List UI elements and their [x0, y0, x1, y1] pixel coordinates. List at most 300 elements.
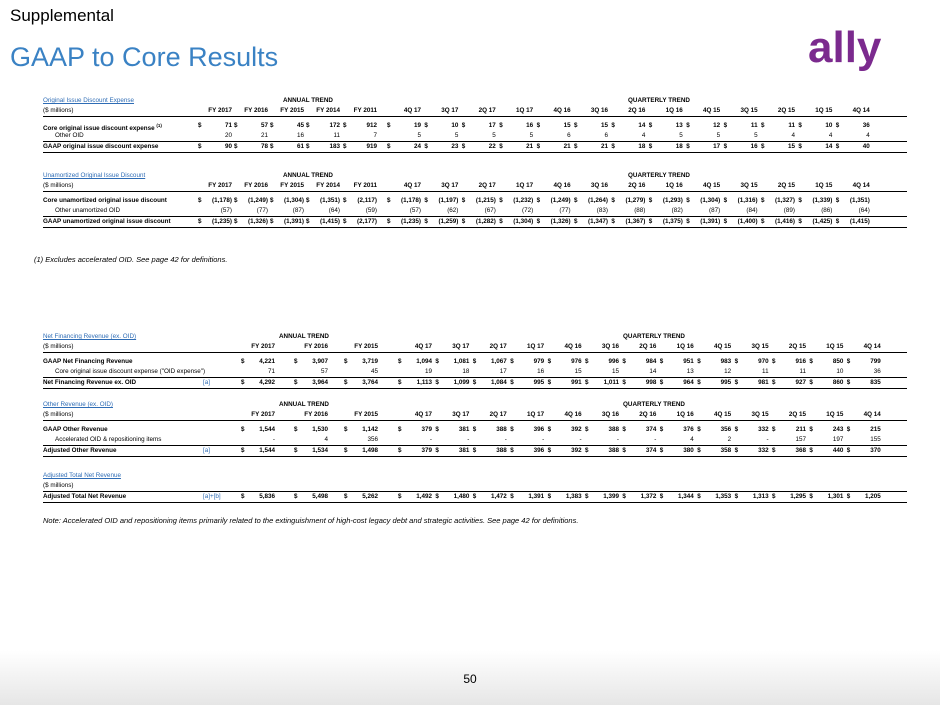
- column-header-row: [43, 410, 907, 421]
- value-cell: 15: [611, 368, 619, 375]
- column-header: FY 2017: [208, 107, 232, 114]
- table-row: [43, 357, 907, 367]
- dollar-sign: $: [435, 358, 439, 365]
- value-cell: 13: [675, 122, 683, 129]
- value-cell: (1,391): [284, 218, 304, 225]
- column-header: FY 2015: [280, 107, 304, 114]
- dollar-sign: $: [294, 379, 298, 386]
- value-cell: 15: [574, 368, 582, 375]
- dollar-sign: $: [723, 197, 728, 204]
- column-header: FY 2016: [304, 343, 328, 350]
- value-cell: 1,498: [362, 447, 378, 454]
- dollar-sign: $: [697, 493, 701, 500]
- dollar-sign: $: [294, 426, 298, 433]
- value-cell: 381: [458, 426, 470, 433]
- value-cell: 1,344: [678, 493, 694, 500]
- value-cell: (59): [365, 207, 377, 214]
- dollar-sign: $: [798, 197, 802, 204]
- value-cell: 996: [608, 358, 619, 365]
- dollar-sign: $: [622, 358, 626, 365]
- dollar-sign: $: [398, 379, 402, 386]
- units-label: ($ millions): [43, 482, 74, 489]
- column-header: 4Q 17: [414, 411, 432, 418]
- value-cell: (1,215): [475, 197, 496, 204]
- value-cell: 835: [870, 379, 881, 386]
- dollar-sign: $: [585, 358, 589, 365]
- column-header: 3Q 15: [740, 107, 758, 114]
- dollar-sign: $: [846, 379, 851, 386]
- dollar-sign: $: [234, 143, 238, 150]
- dollar-sign: $: [435, 426, 439, 433]
- column-header: 3Q 16: [601, 343, 619, 350]
- dollar-sign: $: [585, 447, 589, 454]
- row-label: Other OID: [55, 132, 84, 139]
- dollar-sign: $: [585, 379, 589, 386]
- value-cell: 392: [571, 426, 582, 433]
- value-cell: (77): [559, 207, 571, 214]
- dollar-sign: $: [761, 122, 765, 129]
- row-tag: [a]+[b]: [203, 493, 221, 500]
- value-cell: 388: [608, 447, 619, 454]
- table-row: [43, 141, 907, 153]
- column-header: 4Q 15: [714, 411, 732, 418]
- table-oid: [43, 96, 907, 153]
- dollar-sign: $: [622, 447, 626, 454]
- dollar-sign: $: [846, 493, 851, 500]
- column-header: FY 2017: [208, 182, 232, 189]
- dollar-sign: $: [343, 197, 347, 204]
- column-header: 1Q 15: [815, 182, 833, 189]
- column-header: 4Q 15: [714, 343, 732, 350]
- dollar-sign: $: [344, 358, 348, 365]
- dollar-sign: $: [198, 122, 202, 129]
- column-header: 3Q 16: [590, 107, 608, 114]
- dollar-sign: $: [424, 218, 428, 225]
- column-header: 2Q 16: [639, 411, 657, 418]
- value-cell: (1,327): [775, 197, 795, 204]
- value-cell: 1,472: [491, 493, 507, 500]
- value-cell: 17: [713, 143, 721, 150]
- value-cell: 396: [533, 447, 545, 454]
- column-header: FY 2014: [316, 182, 340, 189]
- column-header-row: [43, 106, 907, 117]
- value-cell: 22: [488, 143, 496, 150]
- value-cell: 1,544: [259, 447, 275, 454]
- dollar-sign: $: [772, 379, 776, 386]
- value-cell: 71: [224, 122, 232, 129]
- quarterly-trend-label: QUARTERLY TREND: [623, 401, 685, 408]
- column-header: 1Q 16: [676, 343, 694, 350]
- dollar-sign: $: [499, 218, 503, 225]
- value-cell: 995: [533, 379, 545, 386]
- logo-text: ally: [808, 24, 882, 72]
- column-header: 1Q 17: [516, 182, 534, 189]
- ally-logo: [808, 24, 904, 78]
- value-cell: 183: [329, 143, 340, 150]
- value-cell: 1,142: [362, 426, 378, 433]
- value-cell: 984: [645, 358, 657, 365]
- column-header-row: [43, 181, 907, 192]
- value-cell: 15: [787, 143, 795, 150]
- dollar-sign: $: [536, 218, 541, 225]
- column-header: 3Q 16: [601, 411, 619, 418]
- value-cell: 3,907: [312, 358, 328, 365]
- column-header: 1Q 15: [815, 107, 833, 114]
- value-cell: (1,415): [320, 218, 340, 225]
- value-cell: 5: [716, 132, 721, 139]
- row-label: GAAP original issue discount expense: [43, 143, 159, 150]
- value-cell: 45: [370, 368, 378, 375]
- value-cell: 1,113: [416, 379, 432, 386]
- column-header: 4Q 14: [852, 107, 870, 114]
- dollar-sign: $: [398, 426, 402, 433]
- dollar-sign: $: [472, 447, 477, 454]
- dollar-sign: $: [686, 218, 690, 225]
- value-cell: 5,836: [259, 493, 275, 500]
- row-label: GAAP Net Financing Revenue: [43, 358, 133, 365]
- dollar-sign: $: [697, 426, 701, 433]
- value-cell: 57: [260, 122, 268, 129]
- value-cell: 21: [260, 132, 268, 139]
- value-cell: 18: [462, 368, 470, 375]
- column-header: 2Q 17: [489, 343, 507, 350]
- column-header: 4Q 15: [703, 182, 721, 189]
- column-header: 2Q 17: [478, 182, 496, 189]
- value-cell: 388: [608, 426, 619, 433]
- dollar-sign: $: [536, 197, 541, 204]
- dollar-sign: $: [574, 218, 578, 225]
- value-cell: 5,262: [362, 493, 378, 500]
- dollar-sign: $: [270, 218, 274, 225]
- value-cell: (72): [521, 207, 534, 214]
- annual-trend-label: ANNUAL TREND: [279, 333, 329, 340]
- value-cell: 1,372: [640, 493, 657, 500]
- value-cell: 4: [641, 132, 646, 139]
- value-cell: 36: [862, 122, 870, 129]
- value-cell: 1,099: [453, 379, 470, 386]
- value-cell: 381: [458, 447, 470, 454]
- value-cell: (1,316): [737, 197, 758, 204]
- table-row: [43, 425, 907, 435]
- table-unamortized: [43, 171, 907, 228]
- value-cell: 10: [825, 122, 833, 129]
- dollar-sign: $: [734, 358, 739, 365]
- dollar-sign: $: [306, 197, 310, 204]
- dollar-sign: $: [547, 379, 552, 386]
- value-cell: 21: [600, 143, 608, 150]
- value-cell: 440: [832, 447, 844, 454]
- dollar-sign: $: [472, 379, 477, 386]
- value-cell: 3,964: [312, 379, 328, 386]
- value-cell: (83): [596, 207, 608, 214]
- value-cell: 995: [720, 379, 732, 386]
- dollar-sign: $: [686, 143, 690, 150]
- value-cell: (1,425): [812, 218, 833, 225]
- column-header: FY 2015: [354, 411, 378, 418]
- dollar-sign: $: [344, 493, 348, 500]
- dollar-sign: $: [270, 143, 274, 150]
- column-header: 4Q 16: [553, 107, 571, 114]
- value-cell: (82): [671, 207, 683, 214]
- value-cell: (1,304): [700, 197, 721, 204]
- dollar-sign: $: [772, 358, 776, 365]
- dollar-sign: $: [241, 379, 245, 386]
- value-cell: 983: [720, 358, 732, 365]
- value-cell: (87): [708, 207, 721, 214]
- dollar-sign: $: [697, 447, 701, 454]
- dollar-sign: $: [761, 197, 765, 204]
- dollar-sign: $: [809, 358, 813, 365]
- row-label: Core unamortized original issue discount: [43, 197, 167, 204]
- value-cell: 1,534: [312, 447, 328, 454]
- dollar-sign: $: [835, 218, 840, 225]
- column-header: 3Q 17: [441, 107, 459, 114]
- section-row: [43, 400, 907, 410]
- value-cell: 912: [366, 122, 377, 129]
- dollar-sign: $: [435, 447, 439, 454]
- dollar-sign: $: [510, 447, 514, 454]
- value-cell: 12: [713, 122, 721, 129]
- value-cell: (1,304): [513, 218, 534, 225]
- dollar-sign: $: [723, 218, 728, 225]
- value-cell: 919: [366, 143, 377, 150]
- dollar-sign: $: [648, 122, 653, 129]
- column-header: 3Q 17: [452, 343, 470, 350]
- value-cell: 14: [825, 143, 833, 150]
- dollar-sign: $: [734, 447, 739, 454]
- value-cell: 1,205: [865, 493, 881, 500]
- column-header: 2Q 17: [489, 411, 507, 418]
- row-label: GAAP unamortized original issue discount: [43, 218, 171, 225]
- value-cell: (1,347): [588, 218, 608, 225]
- section-title: Adjusted Total Net Revenue: [43, 472, 121, 479]
- column-header: 1Q 17: [527, 343, 545, 350]
- dollar-sign: $: [659, 358, 664, 365]
- value-cell: 15: [600, 122, 608, 129]
- section-row: [43, 171, 907, 181]
- table-row: [43, 367, 907, 377]
- value-cell: -: [272, 436, 275, 443]
- value-cell: 368: [795, 447, 806, 454]
- dollar-sign: $: [435, 379, 439, 386]
- value-cell: 19: [424, 368, 432, 375]
- value-cell: (1,249): [550, 197, 571, 204]
- dollar-sign: $: [622, 426, 626, 433]
- value-cell: 1,067: [491, 358, 507, 365]
- column-header: 3Q 17: [452, 411, 470, 418]
- value-cell: 380: [683, 447, 694, 454]
- dollar-sign: $: [809, 493, 813, 500]
- value-cell: 90: [224, 143, 232, 150]
- value-cell: 991: [571, 379, 582, 386]
- section-row: [43, 332, 907, 342]
- value-cell: 157: [795, 436, 806, 443]
- value-cell: (77): [256, 207, 268, 214]
- column-header: 2Q 16: [639, 343, 657, 350]
- dollar-sign: $: [835, 122, 840, 129]
- dollar-sign: $: [510, 426, 514, 433]
- value-cell: 1,480: [453, 493, 470, 500]
- dollar-sign: $: [686, 122, 690, 129]
- dollar-sign: $: [772, 426, 776, 433]
- column-header: 2Q 16: [628, 107, 646, 114]
- value-cell: 1,295: [790, 493, 806, 500]
- value-cell: 17: [499, 368, 507, 375]
- value-cell: 1,313: [752, 493, 769, 500]
- value-cell: -: [429, 436, 432, 443]
- table-row: [43, 216, 907, 228]
- dollar-sign: $: [734, 379, 739, 386]
- table-row: [43, 131, 907, 141]
- value-cell: 23: [451, 143, 459, 150]
- superscript: (1): [156, 123, 162, 128]
- value-cell: (1,339): [812, 197, 833, 204]
- column-header: 1Q 17: [527, 411, 545, 418]
- value-cell: 172: [329, 122, 340, 129]
- dollar-sign: $: [387, 143, 391, 150]
- table-row: [43, 435, 907, 445]
- dollar-sign: $: [734, 493, 739, 500]
- dollar-sign: $: [734, 426, 739, 433]
- section-title: Unamortized Original Issue Discount: [43, 172, 146, 179]
- value-cell: 370: [870, 447, 881, 454]
- dollar-sign: $: [344, 447, 348, 454]
- value-cell: 4: [828, 132, 833, 139]
- dollar-sign: $: [344, 379, 348, 386]
- value-cell: 1,399: [603, 493, 619, 500]
- column-header: 3Q 15: [751, 411, 769, 418]
- value-cell: (1,249): [248, 197, 268, 204]
- dollar-sign: $: [234, 197, 238, 204]
- dollar-sign: $: [585, 426, 589, 433]
- value-cell: 379: [421, 426, 432, 433]
- dollar-sign: $: [574, 122, 578, 129]
- dollar-sign: $: [510, 358, 514, 365]
- column-header: FY 2017: [251, 343, 275, 350]
- value-cell: 14: [649, 368, 657, 375]
- value-cell: 11: [762, 368, 769, 375]
- dollar-sign: $: [472, 358, 477, 365]
- dollar-sign: $: [294, 358, 298, 365]
- value-cell: (1,304): [284, 197, 304, 204]
- dollar-sign: $: [835, 197, 840, 204]
- value-cell: 979: [533, 358, 545, 365]
- value-cell: 396: [533, 426, 545, 433]
- column-header: FY 2014: [316, 107, 340, 114]
- dollar-sign: $: [435, 493, 439, 500]
- units-label: ($ millions): [43, 182, 74, 189]
- value-cell: 5: [454, 132, 459, 139]
- value-cell: (64): [328, 207, 340, 214]
- value-cell: (1,259): [438, 218, 459, 225]
- value-cell: (64): [858, 207, 870, 214]
- value-cell: 374: [645, 447, 657, 454]
- dollar-sign: $: [574, 143, 578, 150]
- value-cell: 860: [832, 379, 844, 386]
- value-cell: (1,293): [662, 197, 683, 204]
- dollar-sign: $: [846, 358, 851, 365]
- dollar-sign: $: [622, 493, 626, 500]
- dollar-sign: $: [387, 197, 391, 204]
- column-header: 4Q 17: [403, 182, 421, 189]
- row-label: Other unamortized OID: [55, 207, 121, 214]
- column-header: 3Q 17: [441, 182, 459, 189]
- value-cell: (1,264): [588, 197, 608, 204]
- table-other: [43, 400, 907, 457]
- value-cell: 24: [413, 143, 421, 150]
- annual-trend-label: ANNUAL TREND: [283, 172, 333, 179]
- dollar-sign: $: [398, 447, 402, 454]
- dollar-sign: $: [398, 493, 402, 500]
- column-header: 2Q 15: [788, 343, 806, 350]
- value-cell: 13: [686, 368, 694, 375]
- value-cell: 1,301: [827, 493, 844, 500]
- dollar-sign: $: [622, 379, 626, 386]
- value-cell: 332: [758, 447, 769, 454]
- dollar-sign: $: [198, 143, 202, 150]
- value-cell: 11: [750, 122, 758, 129]
- column-header: FY 2017: [251, 411, 275, 418]
- row-tag: [a]: [203, 447, 211, 454]
- quarterly-trend-label: QUARTERLY TREND: [628, 172, 690, 179]
- value-cell: (1,375): [662, 218, 683, 225]
- value-cell: 19: [413, 122, 421, 129]
- dollar-sign: $: [241, 447, 245, 454]
- dollar-sign: $: [846, 447, 851, 454]
- value-cell: 1,530: [312, 426, 328, 433]
- column-header: 2Q 17: [478, 107, 496, 114]
- column-header: 1Q 15: [826, 411, 844, 418]
- dollar-sign: $: [387, 122, 391, 129]
- value-cell: 20: [224, 132, 232, 139]
- column-header: 2Q 15: [788, 411, 806, 418]
- dollar-sign: $: [241, 358, 245, 365]
- value-cell: 4: [324, 436, 328, 443]
- table-row: [43, 377, 907, 389]
- dollar-sign: $: [611, 122, 615, 129]
- row-label: GAAP Other Revenue: [43, 426, 108, 433]
- value-cell: 388: [496, 447, 507, 454]
- value-cell: 1,383: [565, 493, 582, 500]
- value-cell: 376: [683, 426, 694, 433]
- value-cell: 5: [529, 132, 534, 139]
- value-cell: 916: [795, 358, 806, 365]
- column-header: 3Q 15: [751, 343, 769, 350]
- dollar-sign: $: [536, 122, 541, 129]
- value-cell: -: [616, 436, 619, 443]
- row-label: Accelerated OID & repositioning items: [55, 436, 162, 443]
- value-cell: 243: [832, 426, 844, 433]
- dollar-sign: $: [234, 218, 238, 225]
- value-cell: 3,764: [362, 379, 378, 386]
- dollar-sign: $: [574, 197, 578, 204]
- value-cell: (2,117): [357, 197, 377, 204]
- value-cell: (86): [821, 207, 833, 214]
- quarterly-trend-label: QUARTERLY TREND: [623, 333, 685, 340]
- table-row: [43, 206, 907, 216]
- value-cell: 21: [526, 143, 534, 150]
- value-cell: -: [467, 436, 470, 443]
- column-header: 4Q 17: [403, 107, 421, 114]
- value-cell: (89): [783, 207, 795, 214]
- dollar-sign: $: [611, 218, 615, 225]
- column-header: 1Q 16: [665, 182, 683, 189]
- units-label: ($ millions): [43, 411, 74, 418]
- row-label: Net Financing Revenue ex. OID: [43, 379, 137, 386]
- dollar-sign: $: [761, 143, 765, 150]
- value-cell: (84): [746, 207, 758, 214]
- dollar-sign: $: [294, 447, 298, 454]
